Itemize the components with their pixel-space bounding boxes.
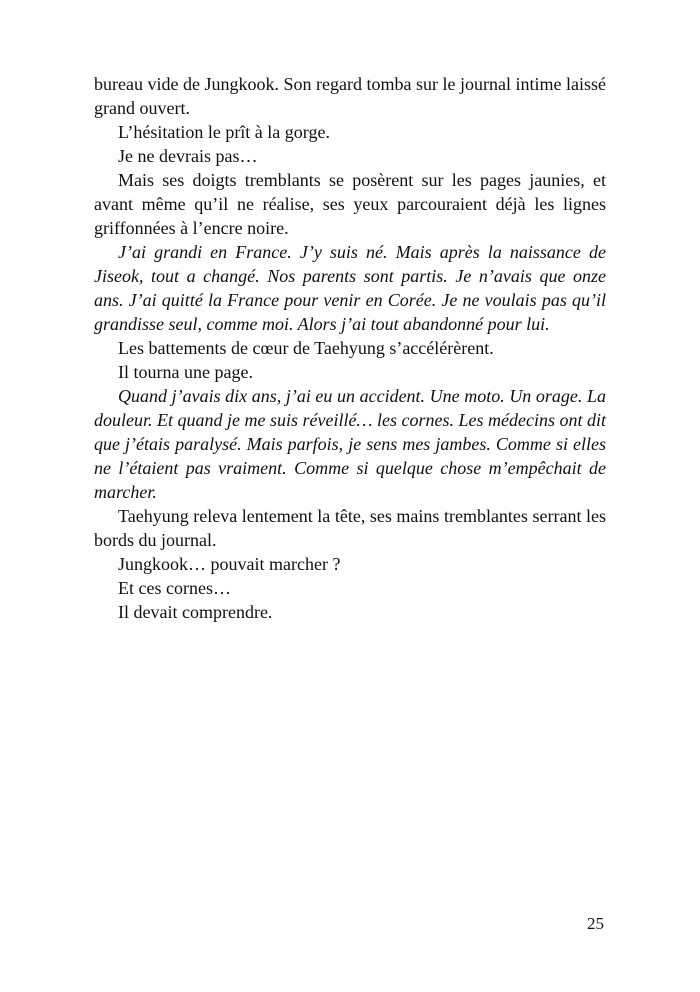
paragraph-7: Il tourna une page. xyxy=(118,362,253,382)
diary-excerpt-2: Quand j’avais dix ans, j’ai eu un accident. Une moto. Un orage. La douleur. Et quand je me suis réveillé… les cornes. Les médecins ont dit que j’étais paralysé. Mais parfois, je sens mes jambes. Comme si elles ne l’étaient pas vraiment. Comme si quelque chose m’empêchait de marcher. xyxy=(94,386,606,502)
paragraph-2: L’hésitation le prît à la gorge. xyxy=(118,122,330,142)
paragraph-6: Les battements de cœur de Taehyung s’accélérèrent. xyxy=(118,338,494,358)
diary-excerpt-1: J’ai grandi en France. J’y suis né. Mais après la naissance de Jiseok, tout a changé. Nos parents sont partis. Je n’avais que onze ans. J’ai quitté la France pour venir en Corée. Je ne voulais pas qu’il grandisse seul, comme moi. Alors j’ai tout abandonné pour lui. xyxy=(94,242,606,334)
paragraph-1: bureau vide de Jungkook. Son regard tomba sur le journal intime laissé grand ouvert. xyxy=(94,74,606,118)
paragraph-4: Mais ses doigts tremblants se posèrent sur les pages jaunies, et avant même qu’il ne réalise, ses yeux parcouraient déjà les lignes griffonnées à l’encre noire. xyxy=(94,170,606,238)
paragraph-11: Et ces cornes… xyxy=(118,578,231,598)
paragraph-3: Je ne devrais pas… xyxy=(118,146,258,166)
document-page xyxy=(94,72,606,624)
paragraph-9: Taehyung releva lentement la tête, ses mains tremblantes serrant les bords du journal. xyxy=(94,506,606,550)
page-number: 25 xyxy=(587,914,604,933)
paragraph-12: Il devait comprendre. xyxy=(118,602,273,622)
paragraph-10: Jungkook… pouvait marcher ? xyxy=(118,554,341,574)
